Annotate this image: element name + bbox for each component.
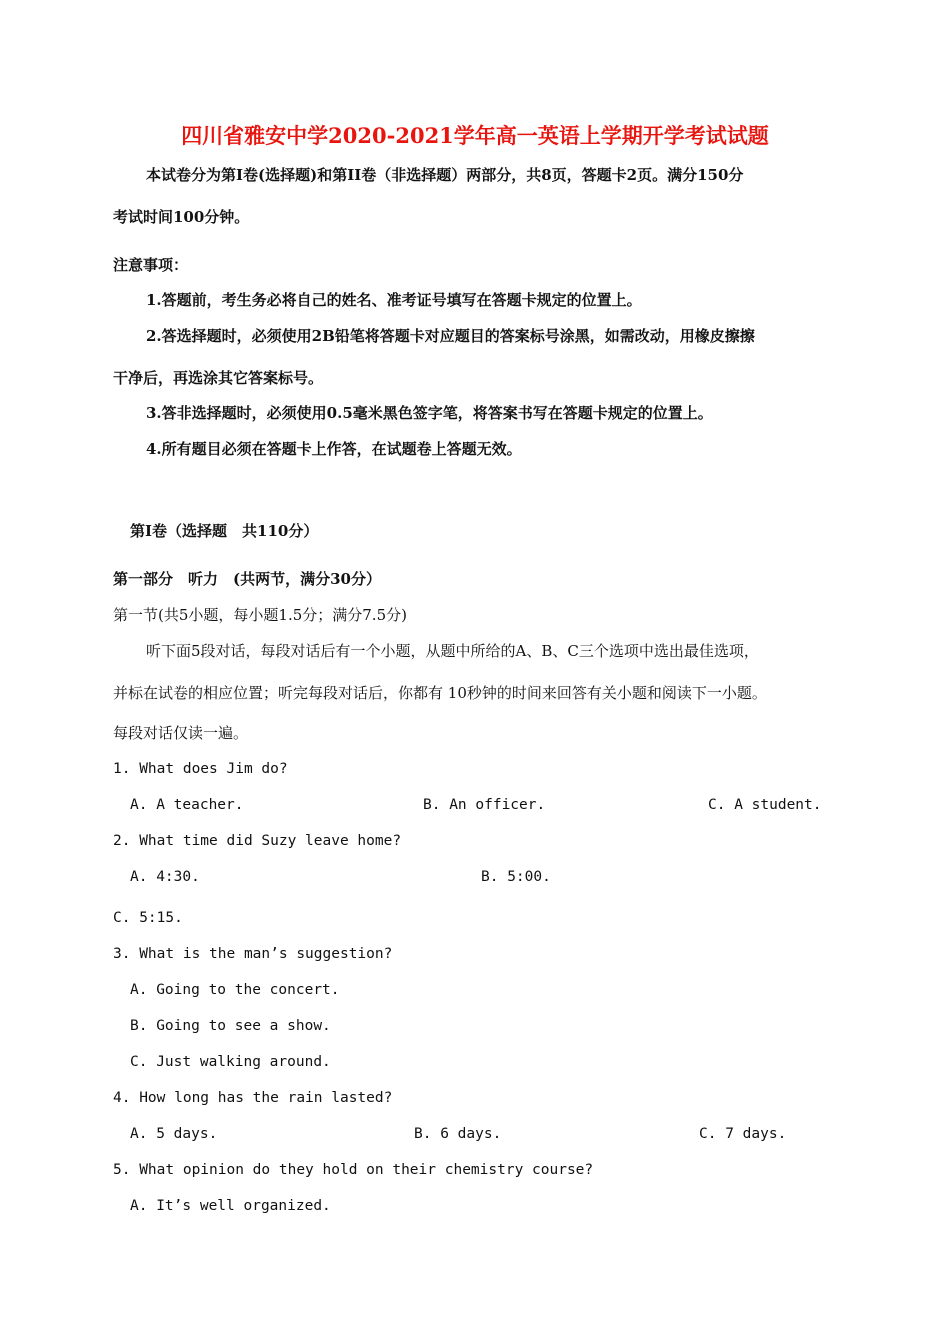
question-1-option-b: B. An officer. bbox=[423, 797, 546, 813]
note-item-1: 1.答题前，考生务必将自己的姓名、准考证号填写在答题卡规定的位置上。 bbox=[146, 291, 642, 309]
question-1-option-c: C. A student. bbox=[708, 797, 822, 813]
question-3-option-a: A. Going to the concert. bbox=[130, 982, 340, 998]
instructions-line-1: 听下面5段对话，每段对话后有一个小题，从题中所给的A、B、C三个选项中选出最佳选项， bbox=[146, 642, 759, 660]
question-4-option-b: B. 6 days. bbox=[414, 1126, 502, 1142]
question-5-stem: 5. What opinion do they hold on their chemistry course? bbox=[113, 1162, 594, 1178]
question-3-option-c: C. Just walking around. bbox=[130, 1054, 331, 1070]
question-2-option-c: C. 5:15. bbox=[113, 910, 183, 926]
notes-heading: 注意事项： bbox=[113, 256, 189, 274]
instructions-line-2: 并标在试卷的相应位置；听完每段对话后，你都有 10秒钟的时间来回答有关小题和阅读下一小题。 bbox=[113, 684, 767, 702]
note-item-4: 4.所有题目必须在答题卡上作答，在试题卷上答题无效。 bbox=[146, 440, 522, 458]
question-4-option-c: C. 7 days. bbox=[699, 1126, 787, 1142]
question-1-option-a: A. A teacher. bbox=[130, 797, 244, 813]
question-4-stem: 4. How long has the rain lasted? bbox=[113, 1090, 393, 1106]
question-2-option-b: B. 5:00. bbox=[481, 869, 551, 885]
question-2-option-a: A. 4:30. bbox=[130, 869, 200, 885]
question-1-stem: 1. What does Jim do? bbox=[113, 761, 288, 777]
note-item-3: 3.答非选择题时，必须使用0.5毫米黑色签字笔，将答案书写在答题卡规定的位置上。 bbox=[146, 404, 713, 422]
question-2-stem: 2. What time did Suzy leave home? bbox=[113, 833, 402, 849]
note-item-2a: 2.答选择题时，必须使用2B铅笔将答题卡对应题目的答案标号涂黑，如需改动，用橡皮擦擦 bbox=[146, 327, 755, 345]
volume-1-heading: 第Ⅰ卷（选择题 共110分） bbox=[130, 522, 319, 540]
intro-line-1: 本试卷分为第Ⅰ卷(选择题)和第II卷（非选择题）两部分，共8页，答题卡2页。满分150分 bbox=[146, 166, 744, 184]
question-3-stem: 3. What is the man’s suggestion? bbox=[113, 946, 393, 962]
intro-line-2: 考试时间100分钟。 bbox=[113, 208, 250, 226]
question-5-option-a: A. It’s well organized. bbox=[130, 1198, 331, 1214]
question-3-option-b: B. Going to see a show. bbox=[130, 1018, 331, 1034]
question-4-option-a: A. 5 days. bbox=[130, 1126, 218, 1142]
section-1-heading: 第一节(共5小题，每小题1.5分；满分7.5分) bbox=[113, 606, 407, 624]
page-title: 四川省雅安中学2020-2021学年高一英语上学期开学考试试题 bbox=[181, 123, 769, 148]
part-1-heading: 第一部分 听力 (共两节，满分30分） bbox=[113, 570, 381, 588]
instructions-line-3: 每段对话仅读一遍。 bbox=[113, 724, 249, 742]
note-item-2b: 干净后，再选涂其它答案标号。 bbox=[113, 369, 324, 387]
